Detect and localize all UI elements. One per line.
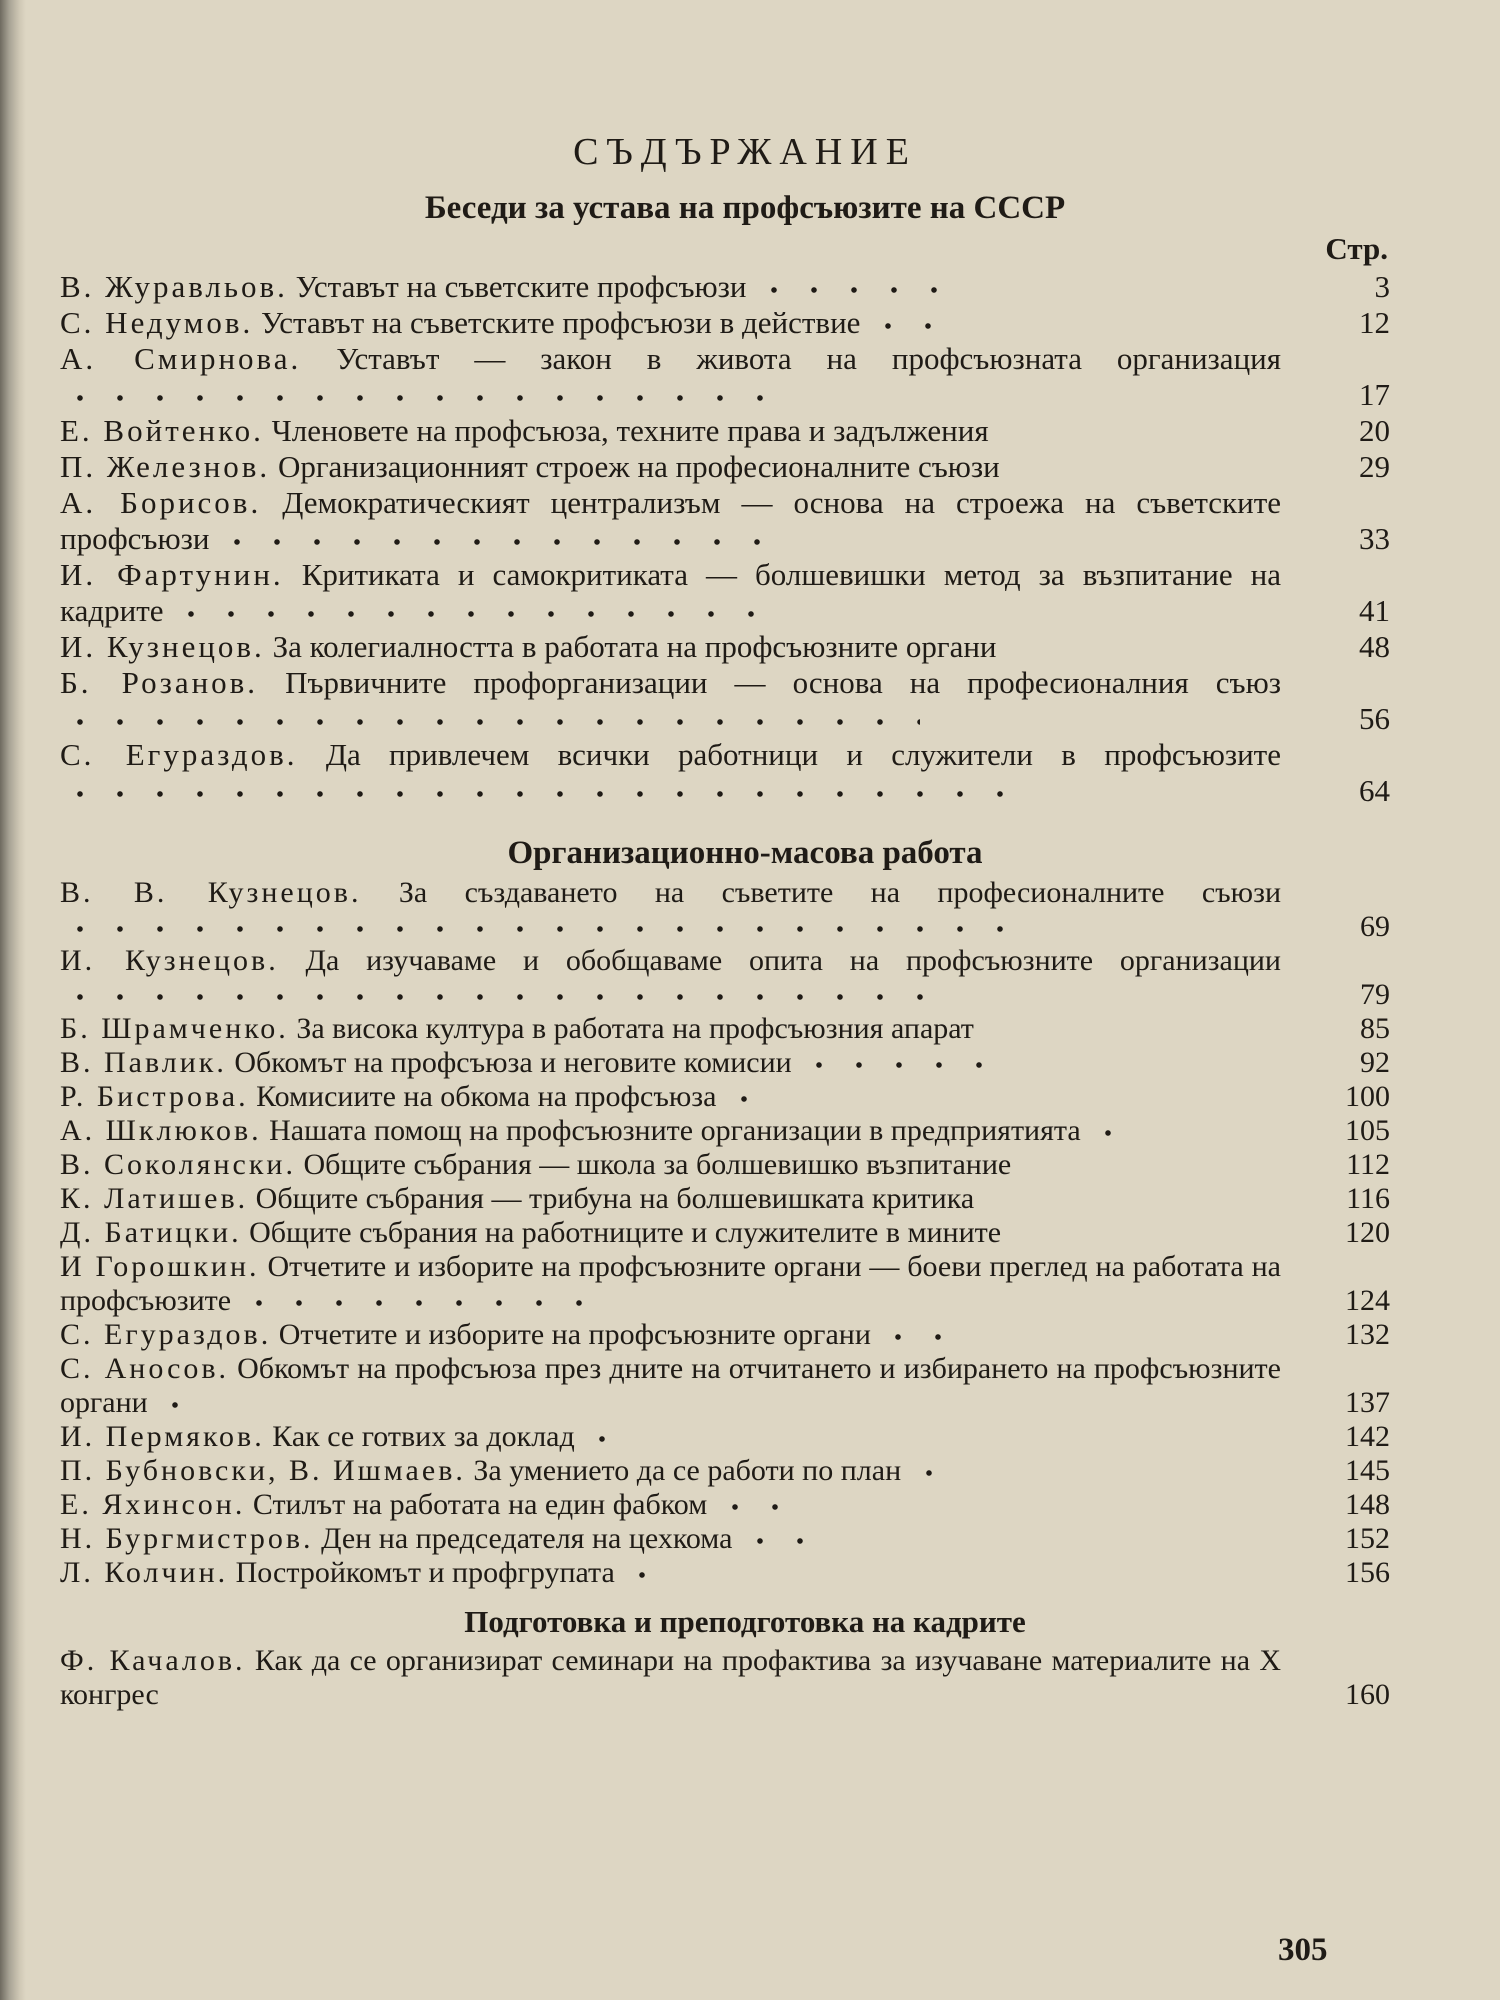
entry-title: Демократическият централизъм — основа на строежа на съветските профсъюзи (60, 485, 1281, 556)
dot-leader (622, 1570, 662, 1580)
entry-author: С. Недумов. (60, 305, 254, 340)
entry-page: 160 (1345, 1678, 1390, 1711)
toc-entry (60, 1488, 1390, 1522)
entry-title: Първичните профорганизации — основа на професионалния съюз (285, 665, 1281, 700)
entry-author: А. Смирнова. (60, 341, 302, 376)
entry-page: 69 (1360, 910, 1390, 943)
entry-page: 145 (1345, 1454, 1390, 1487)
dot-leader (155, 1400, 195, 1410)
toc-entry (60, 485, 1390, 557)
dot-leader (799, 1060, 999, 1070)
entry-author: Б. Розанов. (60, 665, 259, 700)
entry-page: 48 (1359, 629, 1390, 664)
entry-page: 152 (1345, 1522, 1390, 1555)
dot-leader (754, 285, 954, 295)
entry-author: И Горошкин. (60, 1250, 260, 1283)
entry-author: П. Бубновски, В. Ишмаев. (60, 1454, 466, 1487)
entry-title: Отчетите и изборите на профсъюзните органи — боеви преглед на работата на профсъюзите (60, 1250, 1281, 1317)
entry-title: Организационният строеж на професионалните съюзи (277, 449, 1000, 484)
entry-title: Отчетите и изборите на профсъюзните органи (278, 1318, 871, 1351)
toc-entry (60, 1352, 1390, 1420)
toc-entry (60, 1318, 1390, 1352)
entry-title: Обкомът на профсъюза през дните на отчитането и избирането на профсъюзните органи (60, 1352, 1281, 1419)
toc-entry (60, 1454, 1390, 1488)
entry-page: 56 (1359, 701, 1390, 736)
entry-page: 92 (1360, 1046, 1390, 1079)
toc-entry (60, 1148, 1390, 1182)
entry-author: И. Кузнецов. (60, 944, 279, 977)
entry-page: 33 (1359, 521, 1390, 556)
dot-leader (724, 1094, 764, 1104)
page-number: 305 (1278, 1932, 1328, 1968)
entry-title: Обкомът на профсъюза и неговите комисии (234, 1046, 792, 1079)
entry-author: Д. Батицки. (60, 1216, 242, 1249)
entry-title: За колегиалността в работата на профсъюзните органи (272, 629, 997, 664)
toc-entry (60, 305, 1390, 341)
entry-page: 132 (1345, 1318, 1390, 1351)
entry-author: П. Железнов. (60, 449, 271, 484)
dot-leader (60, 393, 780, 403)
entry-title: Постройкомът и профгрупата (235, 1556, 615, 1589)
entry-author: Ф. Качалов. (60, 1644, 246, 1677)
entry-author: С. Аносов. (60, 1352, 230, 1385)
entry-page: 85 (1360, 1012, 1390, 1045)
entry-author: Р. Бистрова. (60, 1080, 249, 1113)
dot-leader (60, 789, 1020, 799)
entry-page: 41 (1359, 593, 1390, 628)
entry-title: За умението да се работи по план (473, 1454, 902, 1487)
table-of-contents (60, 130, 1390, 1712)
entry-author: В. В. Кузнецов. (60, 876, 362, 909)
toc-entry (60, 1182, 1390, 1216)
entry-page: 156 (1345, 1556, 1390, 1589)
dot-leader (239, 1298, 599, 1308)
entry-title: Ден на председателя на цехкома (321, 1522, 733, 1555)
entry-author: А. Шклюков. (60, 1114, 262, 1147)
entry-author: Б. Шрамченко. (60, 1012, 289, 1045)
entry-title: Уставът на съветските профсъюзи (295, 269, 747, 304)
toc-entry (60, 629, 1390, 665)
toc-entry (60, 1046, 1390, 1080)
toc-entry (60, 1114, 1390, 1148)
entry-page: 112 (1346, 1148, 1390, 1181)
toc-section (60, 1604, 1390, 1712)
entry-title: Общите събрания — школа за болшевишко възпитание (303, 1148, 1012, 1181)
entry-page: 79 (1360, 978, 1390, 1011)
book-gutter-shadow (0, 0, 26, 2000)
entry-page: 142 (1345, 1420, 1390, 1453)
entry-page: 29 (1359, 449, 1390, 484)
toc-section (60, 190, 1390, 809)
entry-title: Как да се организират семинари на профактива за изучаване материалите на X конгрес (60, 1644, 1282, 1711)
entry-page: 12 (1359, 305, 1390, 340)
entry-author: И. Пермяков. (60, 1420, 265, 1453)
section-title: Организационно-масова работа (507, 835, 983, 871)
entry-title: Стилът на работата на един фабком (252, 1488, 708, 1521)
toc-entry (60, 1522, 1390, 1556)
toc-entry (60, 1012, 1390, 1046)
entry-title: Общите събрания — трибуна на болшевишката критика (255, 1182, 975, 1215)
toc-entry (60, 1250, 1390, 1318)
toc-title: СЪДЪРЖАНИЕ (573, 131, 917, 173)
dot-leader (60, 992, 940, 1002)
toc-entry (60, 557, 1390, 629)
entry-page: 17 (1359, 377, 1390, 412)
entry-title: Уставът на съветските профсъюзи в действие (261, 305, 861, 340)
entry-title: Да привлечем всички работници и служители в профсъюзите (325, 737, 1281, 772)
entry-title: За създаването на съветите на професионалните съюзи (398, 876, 1281, 909)
dot-leader (60, 717, 920, 727)
toc-entry (60, 944, 1390, 1012)
entry-page: 64 (1359, 773, 1390, 808)
entry-title: Критиката и самокритиката — болшевишки метод за възпитание на кадрите (60, 557, 1282, 628)
entry-title: За висока култура в работата на профсъюзния апарат (296, 1012, 974, 1045)
entry-title: Уставът — закон в живота на профсъюзната организация (336, 341, 1282, 376)
entry-author: Е. Яхинсон. (60, 1488, 246, 1521)
toc-entry (60, 341, 1390, 413)
entry-title: Как се готвих за доклад (272, 1420, 575, 1453)
entry-author: Н. Бургмистров. (60, 1522, 314, 1555)
entry-title: Общите събрания на работниците и служителите в мините (249, 1216, 1002, 1249)
entry-author: В. Журавльов. (60, 269, 288, 304)
dot-leader (878, 1332, 958, 1342)
dot-leader (740, 1536, 820, 1546)
entry-author: В. Павлик. (60, 1046, 227, 1079)
entry-author: Е. Войтенко. (60, 413, 264, 448)
entry-page: 124 (1345, 1284, 1390, 1317)
entry-page: 3 (1374, 269, 1390, 304)
toc-entry (60, 1420, 1390, 1454)
toc-entry (60, 1080, 1390, 1114)
page-column-label: Стр. (1325, 231, 1388, 266)
dot-leader (60, 924, 1020, 934)
entry-page: 100 (1345, 1080, 1390, 1113)
entry-author: А. Борисов. (60, 485, 262, 520)
entry-page: 120 (1345, 1216, 1390, 1249)
entry-title: Членовете на профсъюза, техните права и задължения (271, 413, 989, 448)
toc-entry (60, 737, 1390, 809)
entry-page: 148 (1345, 1488, 1390, 1521)
dot-leader (715, 1502, 795, 1512)
toc-entry (60, 1216, 1390, 1250)
entry-page: 116 (1346, 1182, 1390, 1215)
dot-leader (217, 537, 777, 547)
entry-author: В. Соколянски. (60, 1148, 296, 1181)
entry-author: И. Кузнецов. (60, 629, 265, 664)
toc-entry (60, 413, 1390, 449)
toc-entry (60, 665, 1390, 737)
section-title: Беседи за устава на профсъюзите на СССР (424, 190, 1066, 226)
entry-author: К. Латишев. (60, 1182, 249, 1215)
section-title: Подготовка и преподготовка на кадрите (464, 1604, 1026, 1639)
dot-leader (1088, 1128, 1128, 1138)
dot-leader (909, 1468, 949, 1478)
dot-leader (582, 1434, 622, 1444)
toc-entry (60, 876, 1390, 944)
toc-entry (60, 449, 1390, 485)
toc-entry (60, 1644, 1390, 1712)
toc-entry (60, 1556, 1390, 1590)
toc-section (60, 835, 1390, 1590)
toc-entry (60, 269, 1390, 305)
entry-title: Нашата помощ на профсъюзните организации в предприятията (269, 1114, 1081, 1147)
dot-leader (868, 321, 958, 331)
entry-page: 105 (1345, 1114, 1390, 1147)
entry-title: Комисиите на обкома на профсъюза (256, 1080, 717, 1113)
entry-title: Да изучаваме и обобщаваме опита на профсъюзните организации (305, 944, 1281, 977)
entry-author: С. Егураздов. (60, 737, 298, 772)
entry-author: И. Фартунин. (60, 557, 284, 592)
entry-page: 20 (1359, 413, 1390, 448)
entry-author: Л. Колчин. (60, 1556, 229, 1589)
dot-leader (171, 609, 771, 619)
entry-page: 137 (1345, 1386, 1390, 1419)
entry-author: С. Егураздов. (60, 1318, 272, 1351)
